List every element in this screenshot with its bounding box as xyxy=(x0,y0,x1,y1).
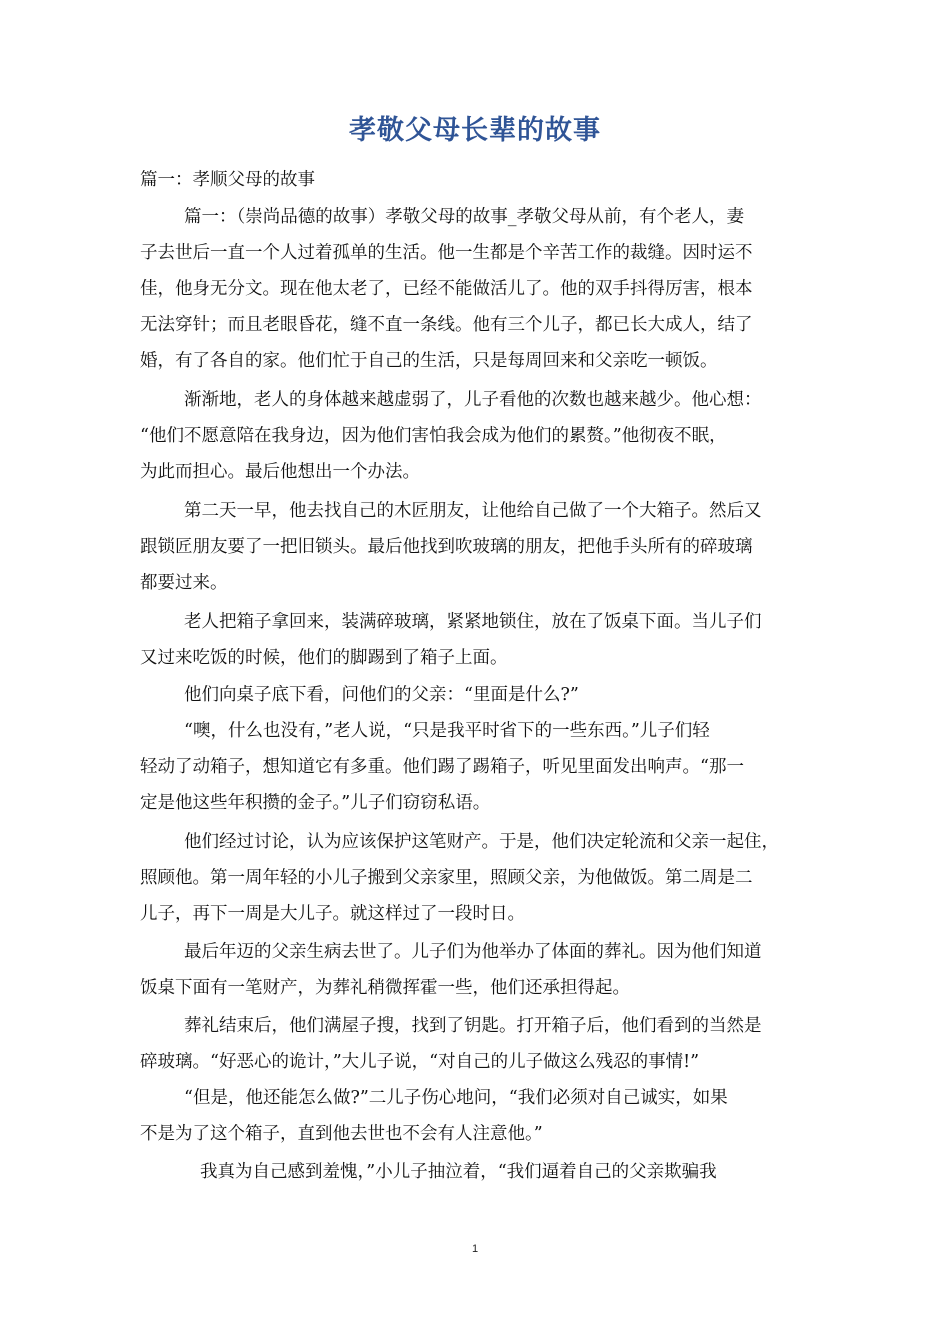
paragraph-line: 跟锁匠朋友要了一把旧锁头。最后他找到吹玻璃的朋友，把他手头所有的碎玻璃 xyxy=(140,537,753,557)
paragraph-line: 葬礼结束后，他们满屋子搜，找到了钥匙。打开箱子后，他们看到的当然是 xyxy=(184,1016,762,1036)
paragraph-line: 儿子，再下一周是大儿子。就这样过了一段时日。 xyxy=(140,904,525,924)
document-title: 孝敬父母长辈的故事 xyxy=(349,115,601,146)
paragraph-line: 饭桌下面有一笔财产，为葬礼稍微挥霍一些，他们还承担得起。 xyxy=(140,978,630,998)
paragraph-line: 最后年迈的父亲生病去世了。儿子们为他举办了体面的葬礼。因为他们知道 xyxy=(184,942,762,962)
paragraph-line: “但是，他还能怎么做?”二儿子伤心地问，“我们必须对自己诚实，如果 xyxy=(184,1088,728,1108)
paragraph-line: 佳，他身无分文。现在他太老了，已经不能做活儿了。他的双手抖得厉害，根本 xyxy=(140,279,753,299)
paragraph-line: 第二天一早，他去找自己的木匠朋友，让他给自己做了一个大箱子。然后又 xyxy=(184,501,762,521)
paragraph-line: 子去世后一直一个人过着孤单的生活。他一生都是个辛苦工作的裁缝。因时运不 xyxy=(140,243,753,263)
paragraph-line: 渐渐地，老人的身体越来越虚弱了，儿子看他的次数也越来越少。他心想： xyxy=(184,390,762,410)
paragraph-line: 轻动了动箱子，想知道它有多重。他们踢了踢箱子，听见里面发出响声。“那一 xyxy=(140,757,744,777)
paragraph-line: “他们不愿意陪在我身边，因为他们害怕我会成为他们的累赘。”他彻夜不眠， xyxy=(140,426,727,446)
paragraph-line: 我真为自己感到羞愧，”小儿子抽泣着，“我们逼着自己的父亲欺骗我 xyxy=(200,1162,717,1182)
paragraph-line: 婚，有了各自的家。他们忙于自己的生活，只是每周回来和父亲吃一顿饭。 xyxy=(140,351,718,371)
page-number: 1 xyxy=(471,1243,479,1255)
paragraph-line: 定是他这些年积攒的金子。”儿子们窃窃私语。 xyxy=(140,793,491,813)
paragraph-line: 老人把箱子拿回来，装满碎玻璃，紧紧地锁住，放在了饭桌下面。当儿子们 xyxy=(184,612,762,632)
paragraph-line: 碎玻璃。“好恶心的诡计，”大儿子说，“对自己的儿子做这么残忍的事情!” xyxy=(140,1052,700,1072)
paragraph-line: 又过来吃饭的时候，他们的脚踢到了箱子上面。 xyxy=(140,648,508,668)
paragraph-line: 无法穿针；而且老眼昏花，缝不直一条线。他有三个儿子，都已长大成人，结了 xyxy=(140,315,753,335)
paragraph-line: 篇一：（崇尚品德的故事）孝敬父母的故事_孝敬父母从前，有个老人，妻 xyxy=(184,207,744,227)
paragraph-line: “噢，什么也没有，”老人说，“只是我平时省下的一些东西。”儿子们轻 xyxy=(184,721,710,741)
paragraph-line: 照顾他。第一周年轻的小儿子搬到父亲家里，照顾父亲，为他做饭。第二周是二 xyxy=(140,868,753,888)
paragraph-line: 不是为了这个箱子，直到他去世也不会有人注意他。” xyxy=(140,1124,543,1144)
paragraph-line: 都要过来。 xyxy=(140,573,228,593)
section-heading: 篇一：孝顺父母的故事 xyxy=(140,170,315,190)
paragraph-line: 他们向桌子底下看，问他们的父亲：“里面是什么?” xyxy=(184,685,579,705)
paragraph-line: 他们经过讨论，认为应该保护这笔财产。于是，他们决定轮流和父亲一起住， xyxy=(184,832,779,852)
paragraph-line: 为此而担心。最后他想出一个办法。 xyxy=(140,462,420,482)
